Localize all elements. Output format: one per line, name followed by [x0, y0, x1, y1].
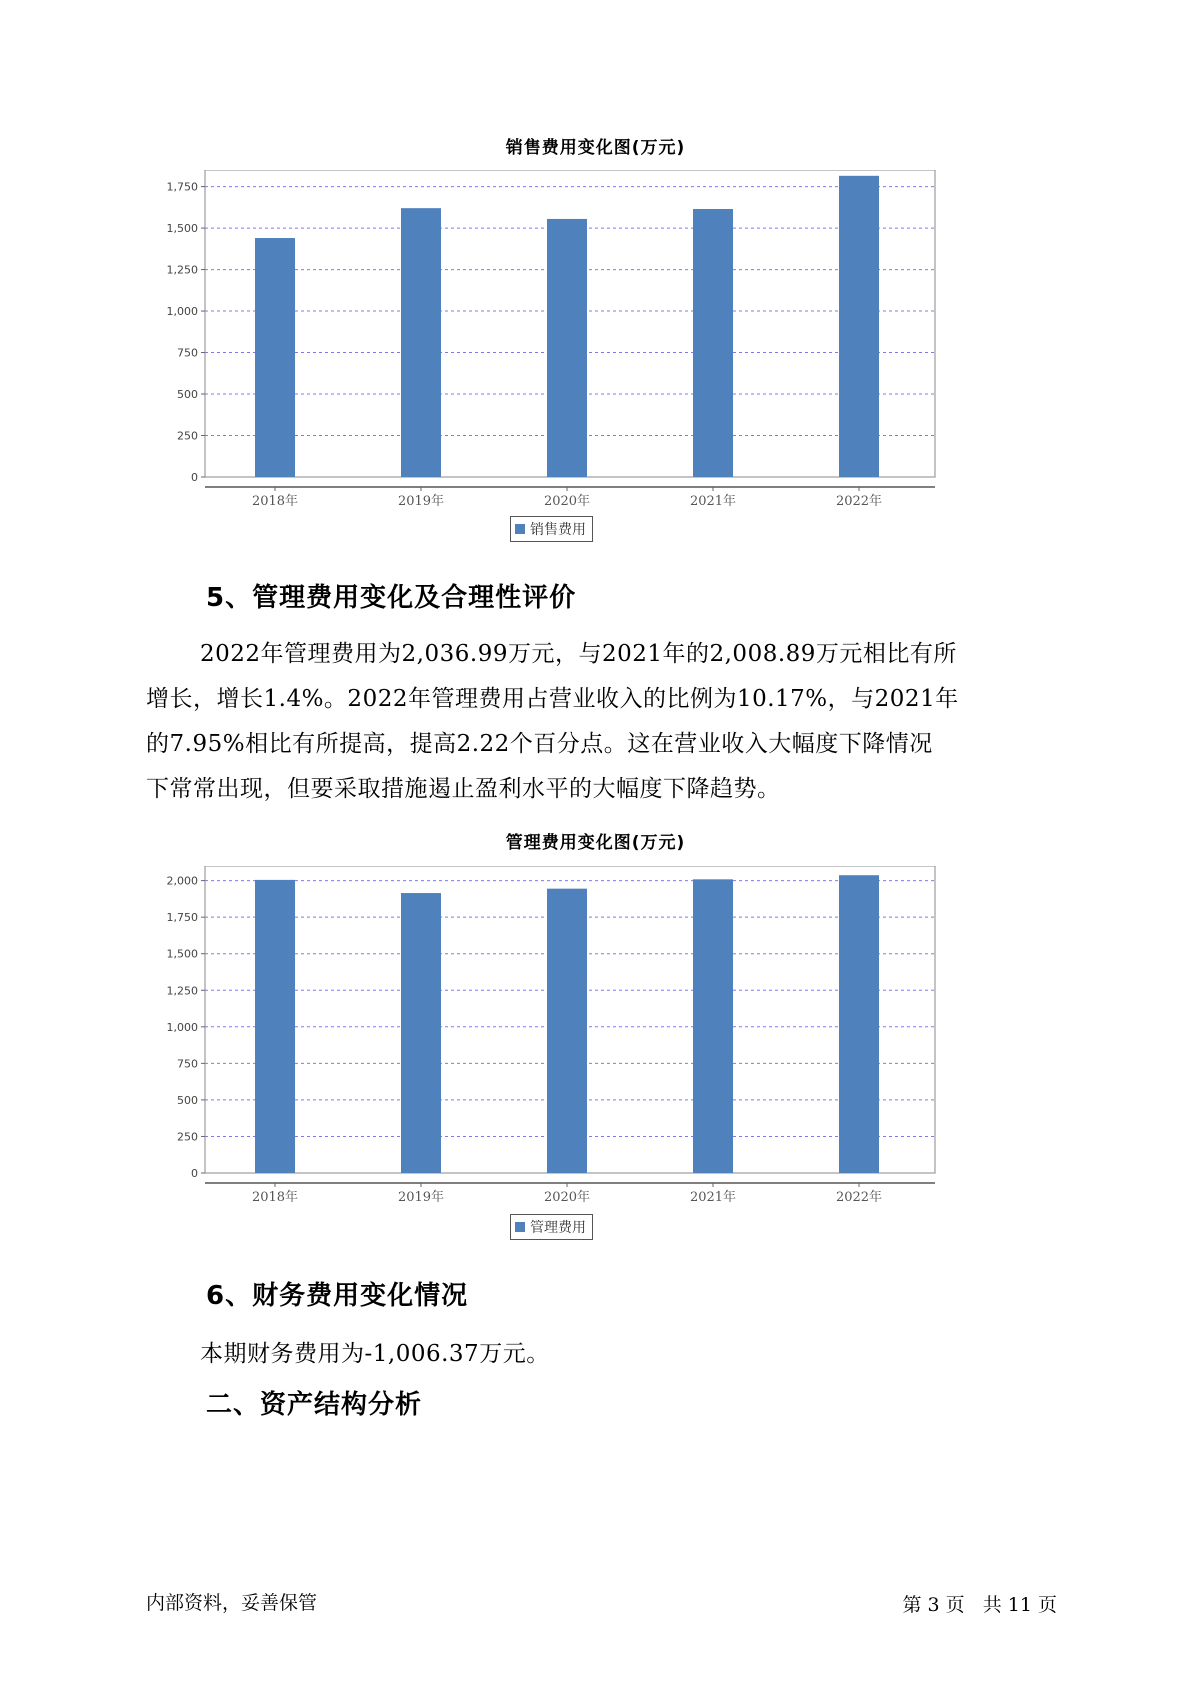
- footer-confidential: 内部资料，妥善保管: [146, 1592, 318, 1614]
- x-tick-label: 2018年: [251, 494, 299, 509]
- y-tick-label: 1,500: [166, 947, 198, 961]
- section-5-paragraph: [146, 632, 1056, 812]
- bar: [255, 238, 295, 477]
- y-tick-label: 1,750: [166, 180, 198, 194]
- paragraph-line: 增长，增长1.4%。2022年管理费用占营业收入的比例为10.17%，与2021年: [146, 686, 959, 712]
- x-tick-label: 2022年: [835, 494, 883, 509]
- y-tick-label: 1,500: [166, 222, 198, 236]
- bar: [839, 176, 879, 477]
- bar: [693, 879, 733, 1173]
- y-tick-label: 0: [191, 471, 198, 484]
- admin-expense-chart: [150, 866, 950, 1211]
- paragraph-line: 2022年管理费用为2,036.99万元，与2021年的2,008.89万元相比有所: [200, 641, 957, 667]
- sales-chart-legend: [510, 516, 593, 542]
- legend-label: 管理费用: [530, 1220, 586, 1236]
- y-tick-label: 250: [177, 429, 198, 443]
- y-tick-label: 500: [177, 388, 198, 402]
- y-tick-label: 250: [177, 1130, 198, 1144]
- section-two-heading: 二、资产结构分析: [206, 1390, 423, 1420]
- x-tick-label: 2021年: [689, 494, 737, 509]
- admin-expense-chart-svg: [150, 866, 950, 1211]
- x-tick-label: 2020年: [543, 1190, 591, 1205]
- bar: [547, 889, 587, 1173]
- y-tick-label: 1,000: [166, 1020, 198, 1034]
- bar: [401, 893, 441, 1173]
- chart-title-sales: 销售费用变化图(万元): [505, 138, 686, 158]
- section-5-heading: 5、管理费用变化及合理性评价: [206, 583, 577, 613]
- x-tick-label: 2021年: [689, 1190, 737, 1205]
- admin-chart-legend: [510, 1214, 593, 1240]
- x-tick-label: 2018年: [251, 1190, 299, 1205]
- y-tick-label: 1,750: [166, 911, 198, 925]
- legend-swatch: [515, 1222, 525, 1232]
- y-tick-label: 750: [177, 346, 198, 360]
- y-tick-label: 0: [191, 1167, 198, 1180]
- chart-title-admin: 管理费用变化图(万元): [505, 833, 686, 853]
- y-tick-label: 1,250: [166, 984, 198, 998]
- legend-label: 销售费用: [530, 522, 586, 538]
- bar: [401, 208, 441, 477]
- sales-expense-chart-svg: [150, 170, 950, 515]
- y-tick-label: 500: [177, 1093, 198, 1107]
- x-tick-label: 2020年: [543, 494, 591, 509]
- bar: [693, 209, 733, 477]
- section-6-text: 本期财务费用为-1,006.37万元。: [200, 1341, 550, 1367]
- legend-swatch: [515, 524, 525, 534]
- bar: [547, 219, 587, 477]
- paragraph-line: 的7.95%相比有所提高，提高2.22个百分点。这在营业收入大幅度下降情况: [146, 731, 933, 757]
- section-6-heading: 6、财务费用变化情况: [206, 1281, 469, 1311]
- paragraph-line: 下常常出现，但要采取措施遏止盈利水平的大幅度下降趋势。: [146, 776, 781, 802]
- x-tick-label: 2019年: [397, 1190, 445, 1205]
- sales-expense-chart: [150, 170, 950, 515]
- y-tick-label: 2,000: [166, 874, 198, 888]
- footer-page-number: 第 3 页 共 11 页: [902, 1594, 1057, 1616]
- bar: [839, 875, 879, 1173]
- x-tick-label: 2022年: [835, 1190, 883, 1205]
- y-tick-label: 750: [177, 1057, 198, 1071]
- x-tick-label: 2019年: [397, 494, 445, 509]
- bar: [255, 880, 295, 1173]
- y-tick-label: 1,000: [166, 305, 198, 319]
- y-tick-label: 1,250: [166, 263, 198, 277]
